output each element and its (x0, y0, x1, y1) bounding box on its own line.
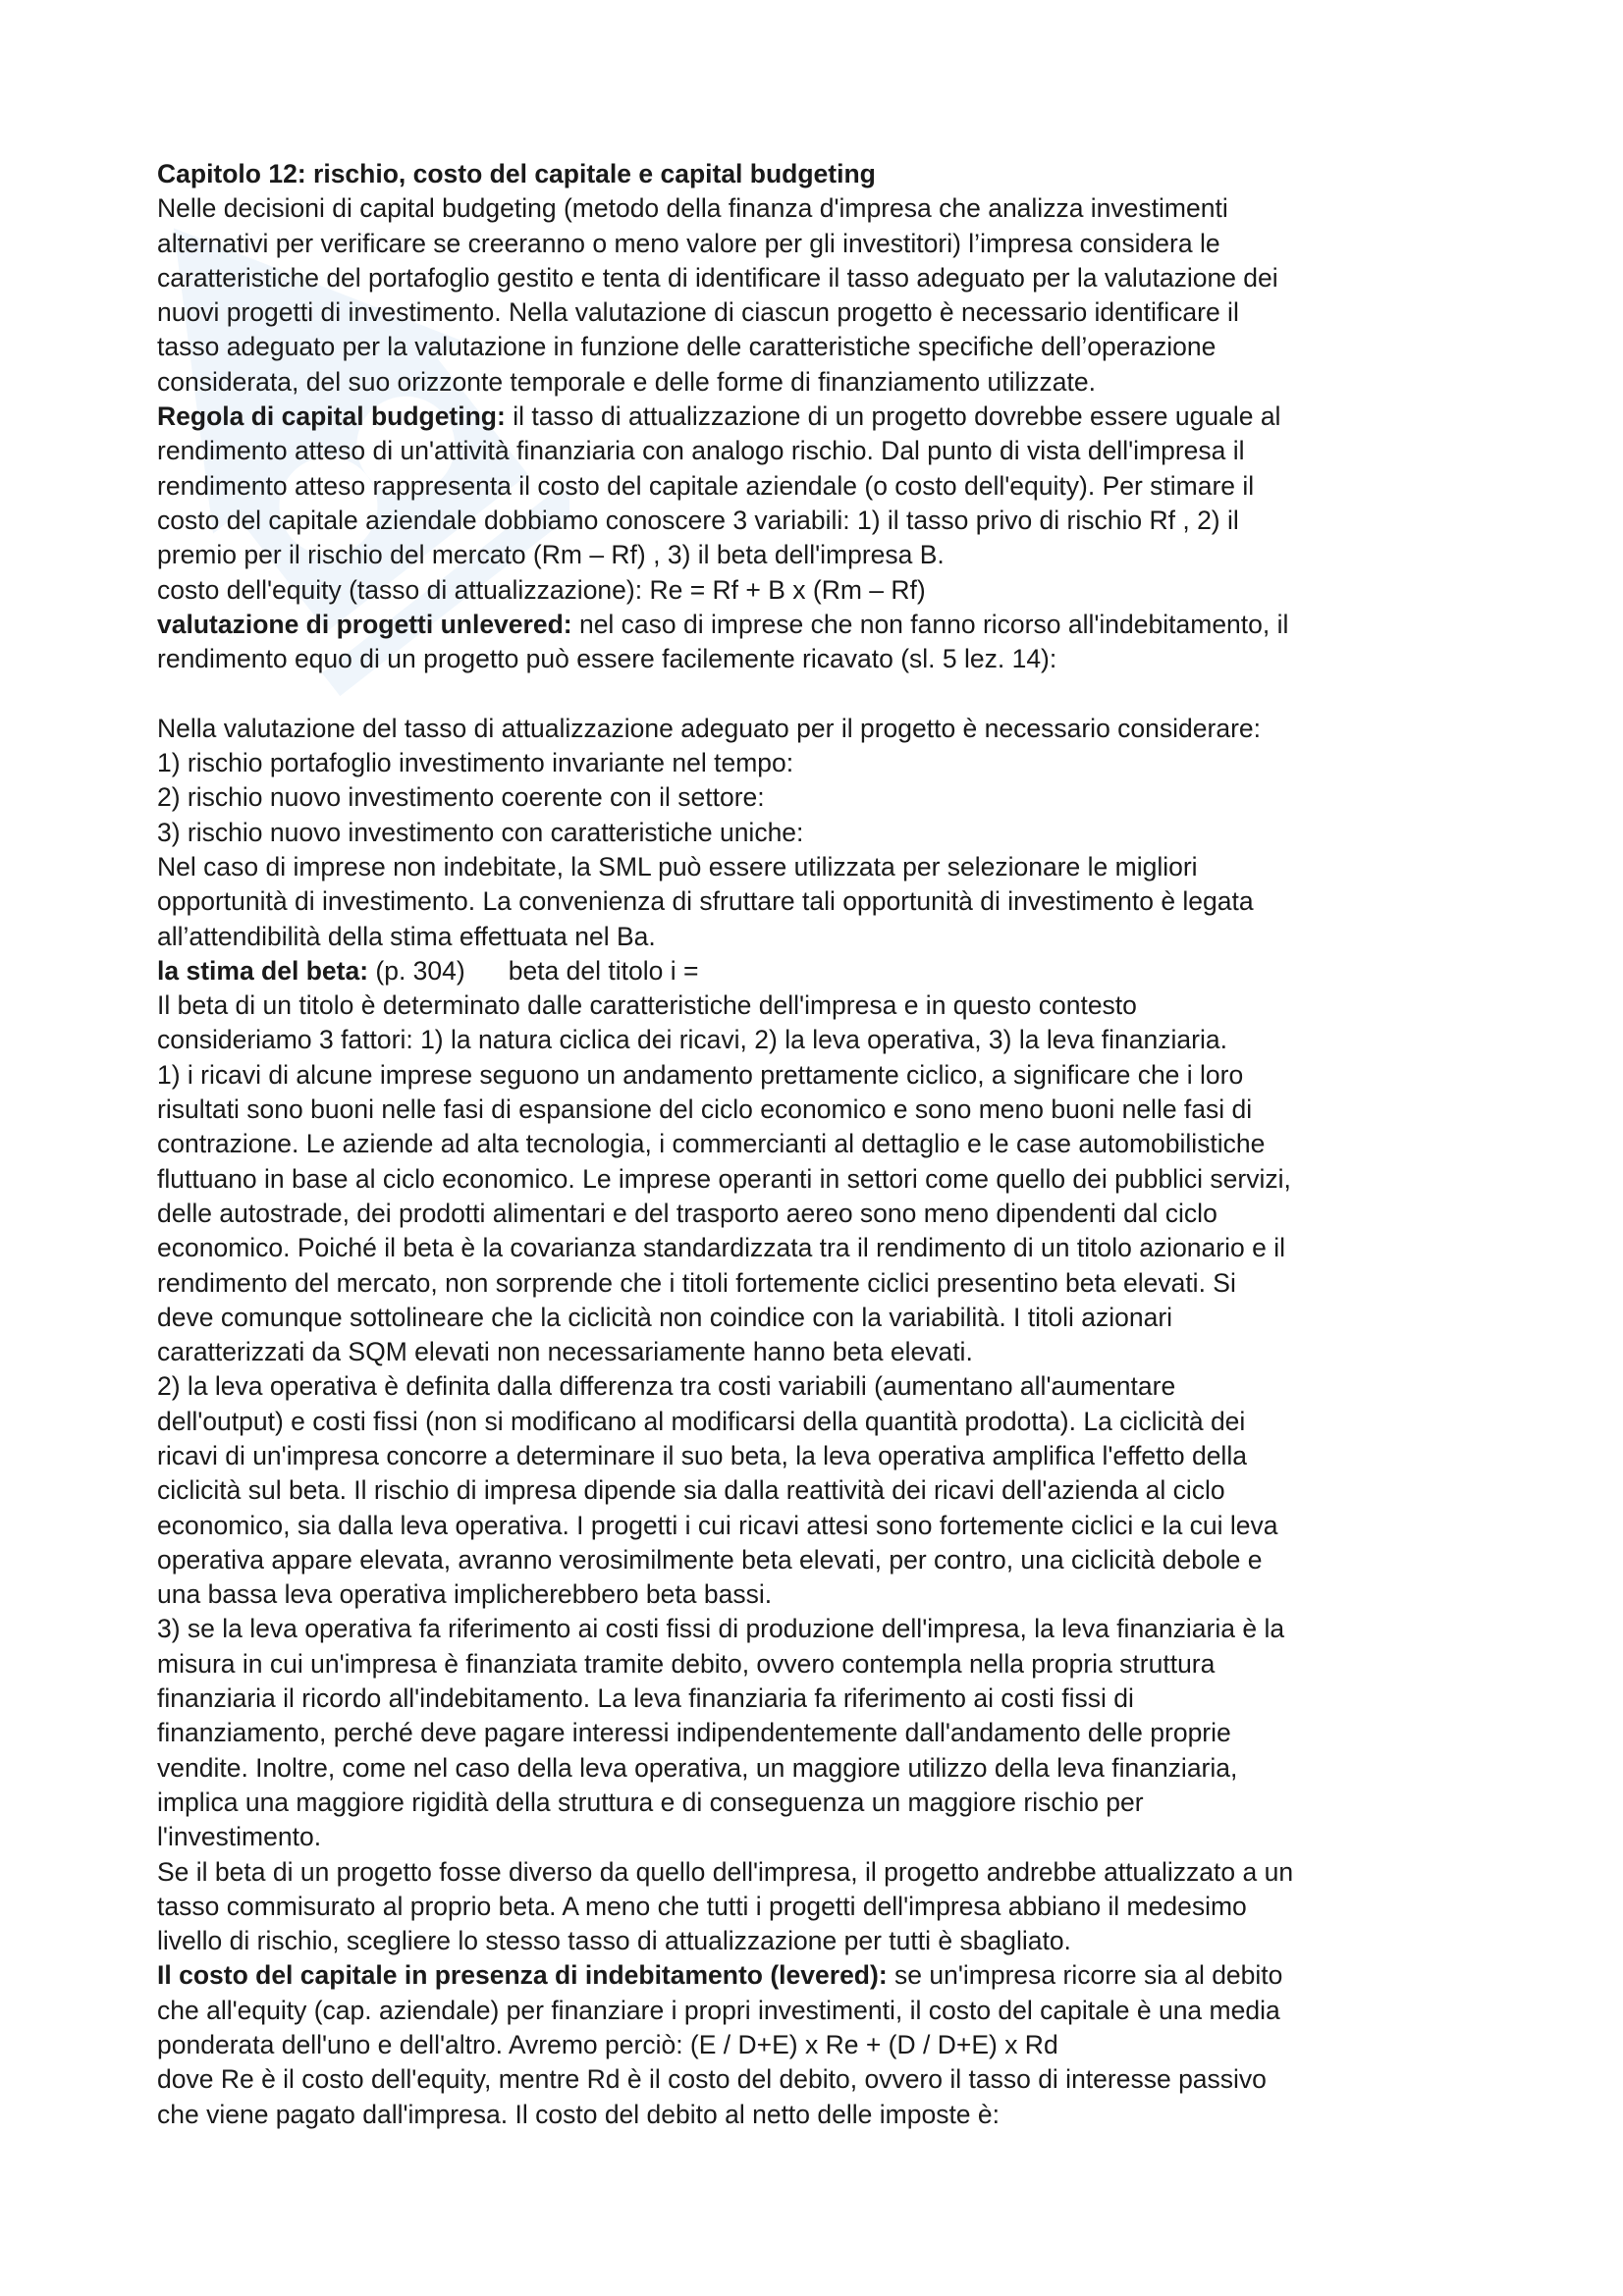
text-line (157, 1197, 1492, 1231)
text-line (157, 1820, 1492, 1854)
line-text: rendimento atteso di un'attività finanziaria con analogo rischio. Dal punto di vista dell'impresa il (157, 436, 1245, 466)
text-line (157, 1682, 1492, 1716)
text-line (157, 573, 1492, 608)
text-line (157, 746, 1492, 780)
text-line (157, 1162, 1492, 1197)
text-line (157, 884, 1492, 919)
text-line (157, 1509, 1492, 1543)
line-text: fluttuano in base al ciclo economico. Le imprese operanti in settori come quello dei pubblici servizi, (157, 1163, 1291, 1194)
text-line (157, 1439, 1492, 1473)
line-tail-text: beta del titolo i = (508, 955, 699, 986)
text-line (157, 1994, 1492, 2028)
line-text: all’attendibilità della stima effettuata nel Ba. (157, 921, 656, 951)
text-line (157, 850, 1492, 884)
line-text: tasso adeguato per la valutazione in funzione delle caratteristiche specifiche dell’operazione (157, 332, 1217, 362)
text-line (157, 1473, 1492, 1508)
text-line (157, 1058, 1492, 1093)
text-line (157, 1751, 1492, 1786)
text-line (157, 227, 1492, 261)
text-line (157, 1716, 1492, 1750)
line-text: costo del capitale aziendale dobbiamo conoscere 3 variabili: 1) il tasso privo di rischio Rf , 2) il (157, 505, 1239, 535)
text-line (157, 676, 1492, 711)
line-text: ciclicità sul beta. Il rischio di impresa dipende sia dalla reattività dei ricavi dell'azienda al ciclo (157, 1475, 1225, 1506)
line-text: implica una maggiore rigidità della struttura e di conseguenza un maggiore rischio per (157, 1787, 1144, 1817)
text-line (157, 1958, 1492, 1993)
text-line (157, 1093, 1492, 1127)
line-text: l'investimento. (157, 1822, 322, 1852)
line-text: Nella valutazione del tasso di attualizzazione adeguato per il progetto è necessario considerare: (157, 713, 1261, 743)
line-text: livello di rischio, scegliere lo stesso tasso di attualizzazione per tutti è sbagliato. (157, 1926, 1071, 1956)
line-text: rendimento del mercato, non sorprende che i titoli fortemente ciclici presentino beta elevati. Si (157, 1267, 1236, 1298)
line-text: Il beta di un titolo è determinato dalle caratteristiche dell'impresa e in questo contesto (157, 990, 1137, 1021)
text-line (157, 1855, 1492, 1890)
line-text: finanziaria il ricordo all'indebitamento. La leva finanziaria fa riferimento ai costi fissi di (157, 1683, 1134, 1714)
bold-heading: Regola di capital budgeting: (157, 401, 506, 432)
text-line (157, 330, 1492, 364)
line-text: Nel caso di imprese non indebitate, la SML può essere utilizzata per selezionare le migliori (157, 851, 1198, 881)
line-text: una bassa leva operativa implicherebbero beta bassi. (157, 1579, 773, 1610)
text-line (157, 1023, 1492, 1057)
line-text: 2) rischio nuovo investimento coerente con il settore: (157, 782, 765, 813)
text-line (157, 1405, 1492, 1439)
document-body (157, 157, 1492, 2132)
line-text: dove Re è il costo dell'equity, mentre Rd è il costo del debito, ovvero il tasso di interesse passivo (157, 2064, 1267, 2095)
text-line (157, 1369, 1492, 1404)
line-text: deve comunque sottolineare che la ciclicità non coindice con la variabilità. I titoli azionari (157, 1302, 1173, 1332)
line-text: dell'output) e costi fissi (non si modificano al modificarsi della quantità prodotta). La ciclicità dei (157, 1406, 1246, 1436)
line-text: ricavi di un'impresa concorre a determinare il suo beta, la leva operativa amplifica l'effetto della (157, 1440, 1247, 1470)
line-text: 2) la leva operativa è definita dalla differenza tra costi variabili (aumentano all'aumentare (157, 1371, 1176, 1402)
line-text: 3) se la leva operativa fa riferimento ai costi fissi di produzione dell'impresa, la leva finanziaria è la (157, 1614, 1285, 1644)
text-line (157, 1301, 1492, 1335)
line-text: nuovi progetti di investimento. Nella valutazione di ciascun progetto è necessario identificare il (157, 297, 1239, 328)
line-text: vendite. Inoltre, come nel caso della leva operativa, un maggiore utilizzo della leva finanziaria, (157, 1752, 1238, 1783)
text-line (157, 1543, 1492, 1577)
text-line (157, 2062, 1492, 2097)
line-text: caratterizzati da SQM elevati non necessariamente hanno beta elevati. (157, 1337, 973, 1367)
text-line (157, 400, 1492, 434)
line-text: misura in cui un'impresa è finanziata tramite debito, ovvero contempla nella propria struttura (157, 1648, 1216, 1679)
line-text: premio per il rischio del mercato (Rm – Rf) , 3) il beta dell'impresa B. (157, 540, 945, 570)
text-line (157, 712, 1492, 746)
text-line (157, 780, 1492, 815)
text-line (157, 920, 1492, 954)
line-text: rendimento atteso rappresenta il costo del capitale aziendale (o costo dell'equity). Per stimare il (157, 470, 1255, 501)
text-line (157, 1231, 1492, 1265)
text-line (157, 2098, 1492, 2132)
text-line (157, 988, 1492, 1023)
line-text: che all'equity (cap. aziendale) per finanziare i propri investimenti, il costo del capitale è una media (157, 1995, 1280, 2025)
line-text: 1) rischio portafoglio investimento invariante nel tempo: (157, 748, 794, 778)
text-line (157, 157, 1492, 191)
line-text: Nelle decisioni di capital budgeting (metodo della finanza d'impresa che analizza investimenti (157, 193, 1228, 224)
line-text: nel caso di imprese che non fanno ricorso all'indebitamento, il (571, 609, 1289, 639)
text-line (157, 538, 1492, 572)
line-text: Se il beta di un progetto fosse diverso da quello dell'impresa, il progetto andrebbe attualizzato a un (157, 1856, 1294, 1887)
line-text: tasso commisurato al proprio beta. A meno che tutti i progetti dell'impresa abbiano il medesimo (157, 1891, 1247, 1921)
line-text: contrazione. Le aziende ad alta tecnologia, i commercianti al dettaglio e le case automobilistiche (157, 1129, 1266, 1159)
text-line (157, 504, 1492, 538)
text-line (157, 1890, 1492, 1924)
line-text: ponderata dell'uno e dell'altro. Avremo perciò: (E / D+E) x Re + (D / D+E) x Rd (157, 2030, 1058, 2060)
line-text: opportunità di investimento. La convenienza di sfruttare tali opportunità di investimento è legata (157, 886, 1254, 917)
line-text: economico. Poiché il beta è la covarianza standardizzata tra il rendimento di un titolo azionario e il (157, 1233, 1285, 1263)
text-line (157, 469, 1492, 504)
line-text: costo dell'equity (tasso di attualizzazione): Re = Rf + B x (Rm – Rf) (157, 574, 926, 605)
bold-heading: valutazione di progetti unlevered: (157, 609, 572, 639)
text-line (157, 434, 1492, 468)
line-text: (p. 304) (368, 955, 465, 986)
line-text: rendimento equo di un progetto può essere facilemente ricavato (sl. 5 lez. 14): (157, 644, 1057, 674)
bold-heading: la stima del beta: (157, 955, 369, 986)
text-line (157, 1266, 1492, 1301)
line-text: il tasso di attualizzazione di un progetto dovrebbe essere uguale al (505, 401, 1281, 432)
line-text: alternativi per verificare se creeranno o meno valore per gli investitori) l’impresa considera le (157, 228, 1220, 258)
text-line (157, 1612, 1492, 1646)
text-line (157, 642, 1492, 676)
text-line (157, 1335, 1492, 1369)
text-line (157, 2028, 1492, 2062)
text-line (157, 295, 1492, 330)
text-line (157, 816, 1492, 850)
line-text: 1) i ricavi di alcune imprese seguono un andamento prettamente ciclico, a significare che i loro (157, 1059, 1244, 1090)
line-text: se un'impresa ricorre sia al debito (887, 1960, 1283, 1991)
bold-heading: Capitolo 12: rischio, costo del capitale e capital budgeting (157, 159, 876, 188)
text-line (157, 1924, 1492, 1958)
text-line (157, 1647, 1492, 1682)
line-text: finanziamento, perché deve pagare interessi indipendentemente dall'andamento delle proprie (157, 1718, 1231, 1748)
text-line (157, 261, 1492, 295)
line-text: operativa appare elevata, avranno verosimilmente beta elevati, per contro, una ciclicità debole e (157, 1544, 1263, 1575)
text-line (157, 608, 1492, 642)
text-line (157, 191, 1492, 226)
text-line (157, 954, 1492, 988)
text-line (157, 1127, 1492, 1161)
line-text: economico, sia dalla leva operativa. I progetti i cui ricavi attesi sono fortemente ciclici e la cui leva (157, 1510, 1278, 1540)
line-text: caratteristiche del portafoglio gestito e tenta di identificare il tasso adeguato per la valutazione dei (157, 262, 1278, 293)
line-text: 3) rischio nuovo investimento con caratteristiche uniche: (157, 817, 804, 847)
text-line (157, 365, 1492, 400)
line-text: consideriamo 3 fattori: 1) la natura ciclica dei ricavi, 2) la leva operativa, 3) la leva finanziaria. (157, 1025, 1227, 1055)
line-text: che viene pagato dall'impresa. Il costo del debito al netto delle imposte è: (157, 2099, 1001, 2129)
line-text: considerata, del suo orizzonte temporale e delle forme di finanziamento utilizzate. (157, 366, 1096, 397)
line-text: risultati sono buoni nelle fasi di espansione del ciclo economico e sono meno buoni nelle fasi di (157, 1095, 1253, 1125)
text-line (157, 1577, 1492, 1612)
line-text: delle autostrade, dei prodotti alimentari e del trasporto aereo sono meno dipendenti dal ciclo (157, 1198, 1217, 1228)
text-line (157, 1786, 1492, 1820)
bold-heading: Il costo del capitale in presenza di indebitamento (levered): (157, 1960, 888, 1991)
